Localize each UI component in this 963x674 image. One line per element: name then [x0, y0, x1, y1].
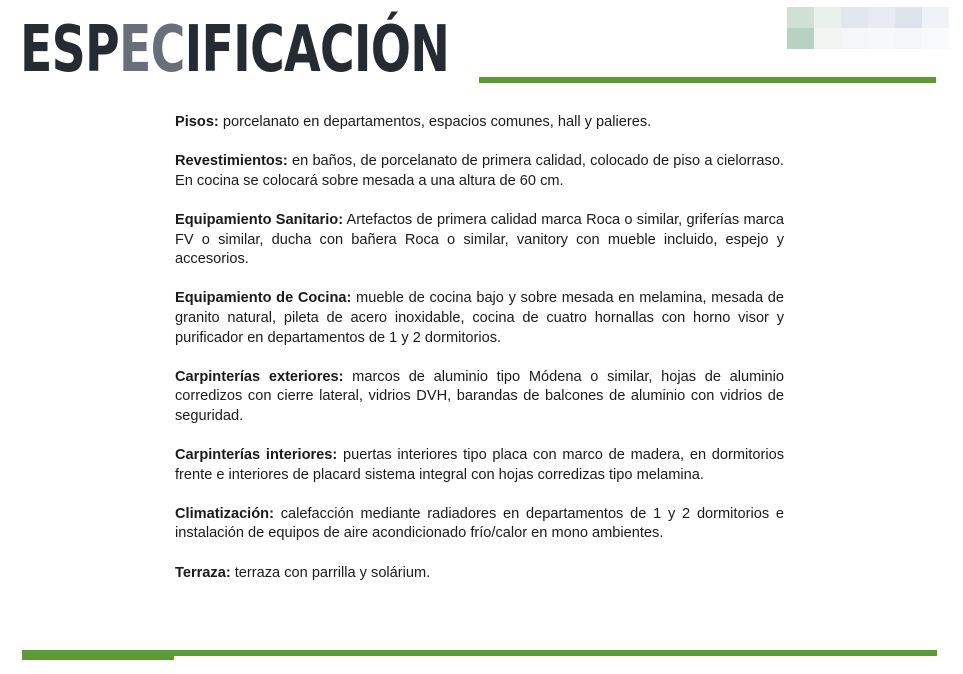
- logo-pixel: [922, 28, 949, 49]
- spec-text: calefacción mediante radiadores en departamentos de 1 y 2 dormitorios e instalación de equipos de aire acondicionado frío/calor en mono ambientes.: [175, 505, 784, 542]
- spec-paragraph-terraza: [175, 564, 784, 584]
- logo-pixel: [895, 7, 922, 28]
- spec-label: Pisos:: [175, 114, 219, 130]
- logo-pixel: [895, 28, 922, 49]
- spec-paragraph-climatizacion: [175, 505, 784, 544]
- spec-text: puertas interiores tipo placa con marco de madera, en dormitorios frente e interiores de placard sistema integral con hojas corredizas tipo melamina.: [175, 447, 784, 483]
- spec-label: Revestimientos:: [175, 153, 288, 170]
- spec-text: marcos de aluminio tipo Módena o similar, hojas de aluminio corredizos con cierre lateral, vidrios DVH, barandas de balcones de aluminio con vidrios de seguridad.: [175, 368, 784, 424]
- spec-label: Carpinterías exteriores:: [175, 368, 344, 385]
- specifications-body: [175, 113, 784, 583]
- spec-text: porcelanato en departamentos, espacios comunes, hall y palieres.: [218, 114, 652, 130]
- spec-label: Terraza:: [175, 564, 231, 581]
- page-title: [20, 12, 449, 88]
- logo-pixel: [922, 7, 949, 28]
- logo-pixel: [814, 28, 841, 49]
- spec-paragraph-pisos: [175, 113, 784, 133]
- page-title-text: ESPECIFICACIÓN: [20, 13, 450, 87]
- title-ghost-letters: EC: [118, 13, 185, 87]
- spec-paragraph-sanitario: [175, 211, 784, 270]
- spec-text: en baños, de porcelanato de primera calidad, colocado de piso a cielorraso. En cocina se colocará sobre mesada a una altura de 60 cm.: [175, 153, 784, 189]
- header-divider: [479, 77, 936, 83]
- spec-label: Equipamiento Sanitario:: [175, 211, 344, 228]
- logo-pixel: [868, 28, 895, 49]
- footer-divider-accent: [22, 656, 174, 660]
- blurred-logo: [787, 7, 949, 49]
- spec-label: Climatización:: [175, 505, 274, 522]
- logo-pixel: [868, 7, 895, 28]
- logo-pixel: [841, 7, 868, 28]
- spec-label: Carpinterías interiores:: [175, 447, 338, 464]
- spec-text: mueble de cocina bajo y sobre mesada en melamina, mesada de granito natural, pileta de acero inoxidable, cocina de cuatro hornallas con horno visor y purificador en departamentos de 1 y 2 dormitorios.: [175, 290, 785, 346]
- spec-paragraph-cocina: [175, 289, 784, 348]
- spec-paragraph-revestimientos: [175, 152, 784, 191]
- spec-paragraph-carpinterias-interiores: [175, 446, 784, 485]
- logo-pixel: [841, 28, 868, 49]
- spec-paragraph-carpinterias-exteriores: [175, 368, 784, 427]
- logo-pixel: [787, 28, 814, 49]
- spec-text: terraza con parrilla y solárium.: [230, 564, 431, 581]
- spec-text: Artefactos de primera calidad marca Roca o similar, griferías marca FV o similar, ducha con bañera Roca o similar, vanitory con mueble incluido, espejo y accesorios.: [175, 211, 784, 268]
- logo-pixel: [787, 7, 814, 28]
- spec-label: Equipamiento de Cocina:: [175, 290, 352, 307]
- logo-pixel: [814, 7, 841, 28]
